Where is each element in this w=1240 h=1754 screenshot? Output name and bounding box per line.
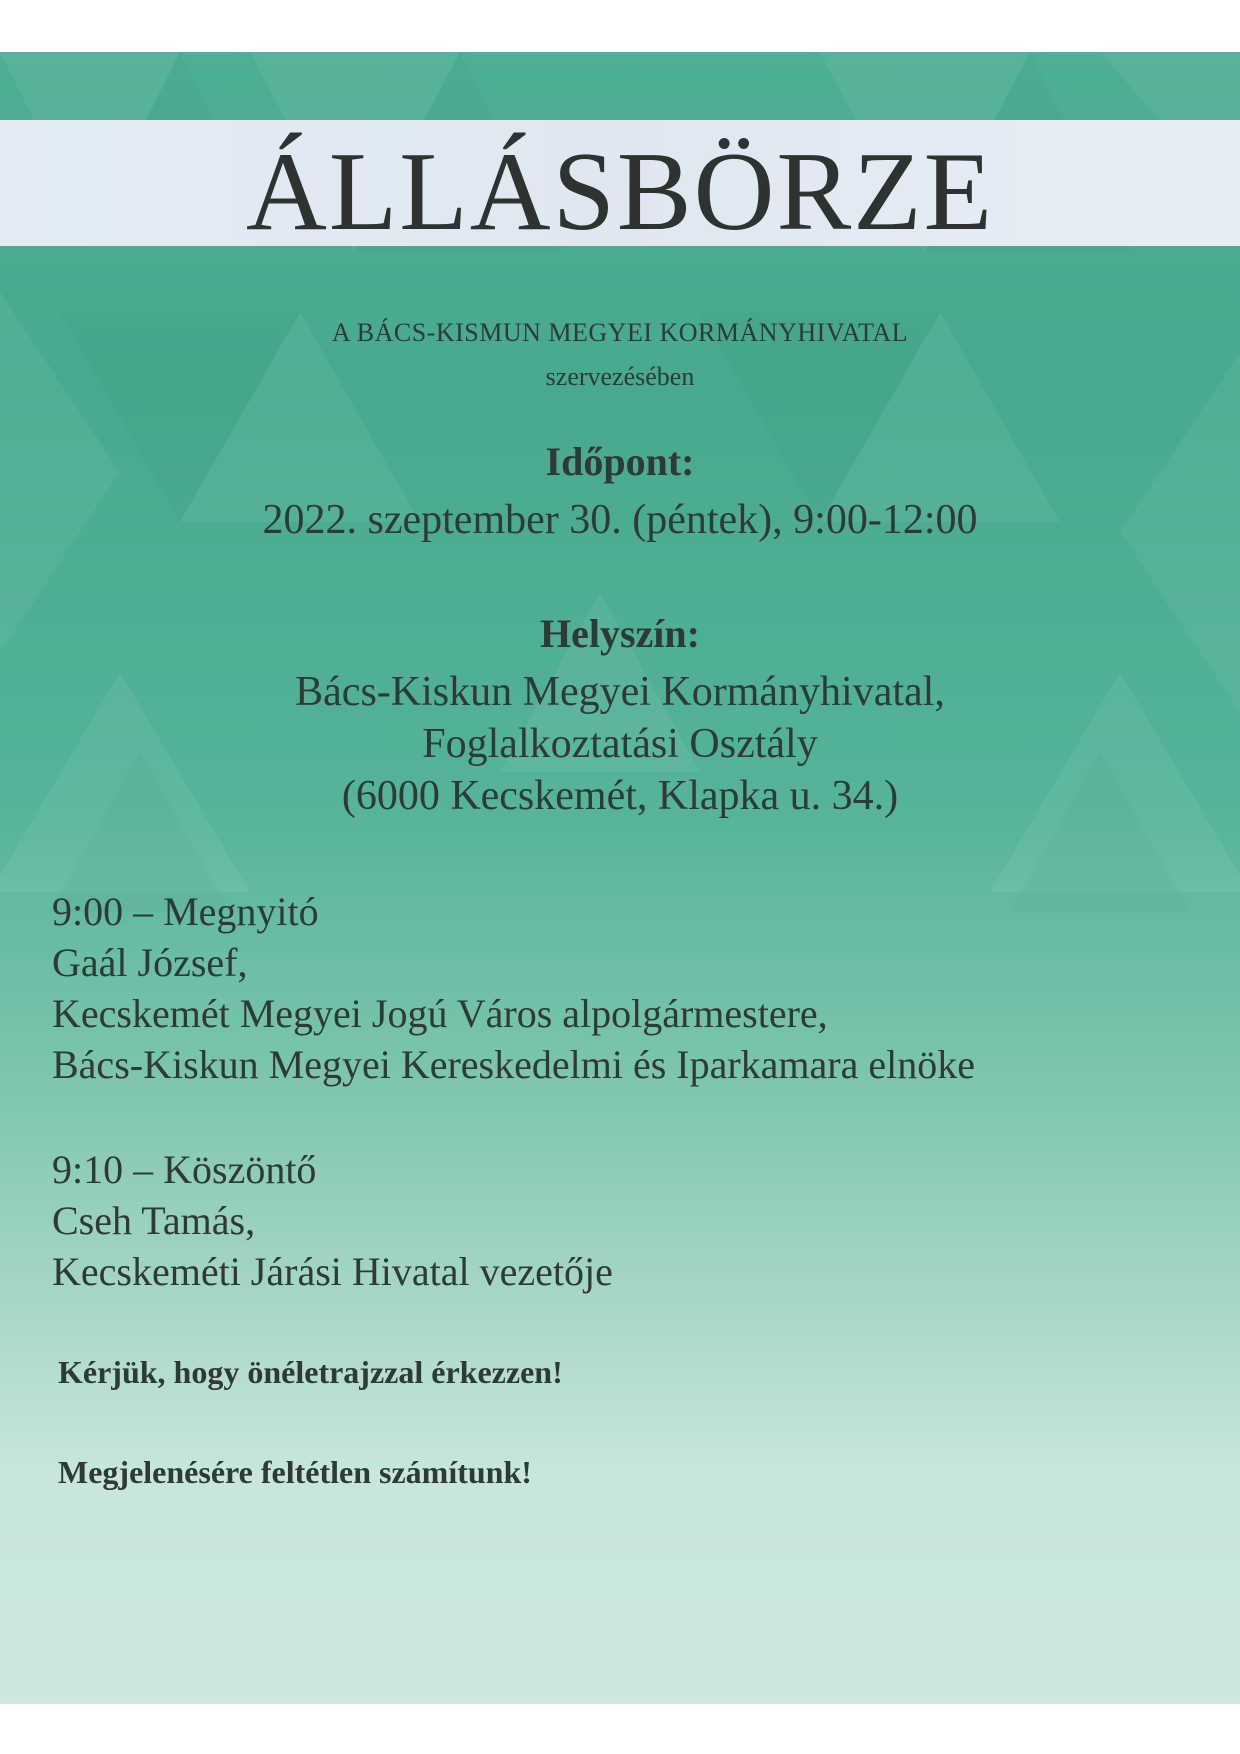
program-line: Kecskemét Megyei Jogú Város alpolgármestere, [52,991,828,1036]
location-address [0,666,1240,822]
program-opening [52,886,1212,1090]
organizer-line: A BÁCS-KISMUN MEGYEI KORMÁNYHIVATAL [331,318,909,347]
program-line: 9:10 – Köszöntő [52,1147,317,1192]
location-line: (6000 Kecskemét, Klapka u. 34.) [341,773,899,819]
program-line: Gaál József, [52,940,248,985]
notice-cv: Kérjük, hogy önéletrajzzal érkezzen! [58,1354,563,1390]
location-line: Bács-Kiskun Megyei Kormányhivatal, [295,669,945,715]
location-label: Helyszín: [540,611,700,656]
program-welcome [52,1144,1212,1297]
notice-attendance: Megjelenésére feltétlen számítunk! [58,1454,532,1490]
program-line: Kecskeméti Járási Hivatal vezetője [52,1249,613,1294]
time-label: Időpont: [545,439,695,484]
location-line: Foglalkoztatási Osztály [422,721,818,767]
program-line: Bács-Kiskun Megyei Kereskedelmi és Iparkamara elnöke [52,1042,975,1087]
program-line: Cseh Tamás, [52,1198,256,1243]
page-title: ÁLLÁSBÖRZE [246,130,994,254]
time-value: 2022. szeptember 30. (péntek), 9:00-12:00 [262,497,978,543]
program-line: 9:00 – Megnyitó [52,889,319,934]
organizer-subline: szervezésében [545,362,695,391]
